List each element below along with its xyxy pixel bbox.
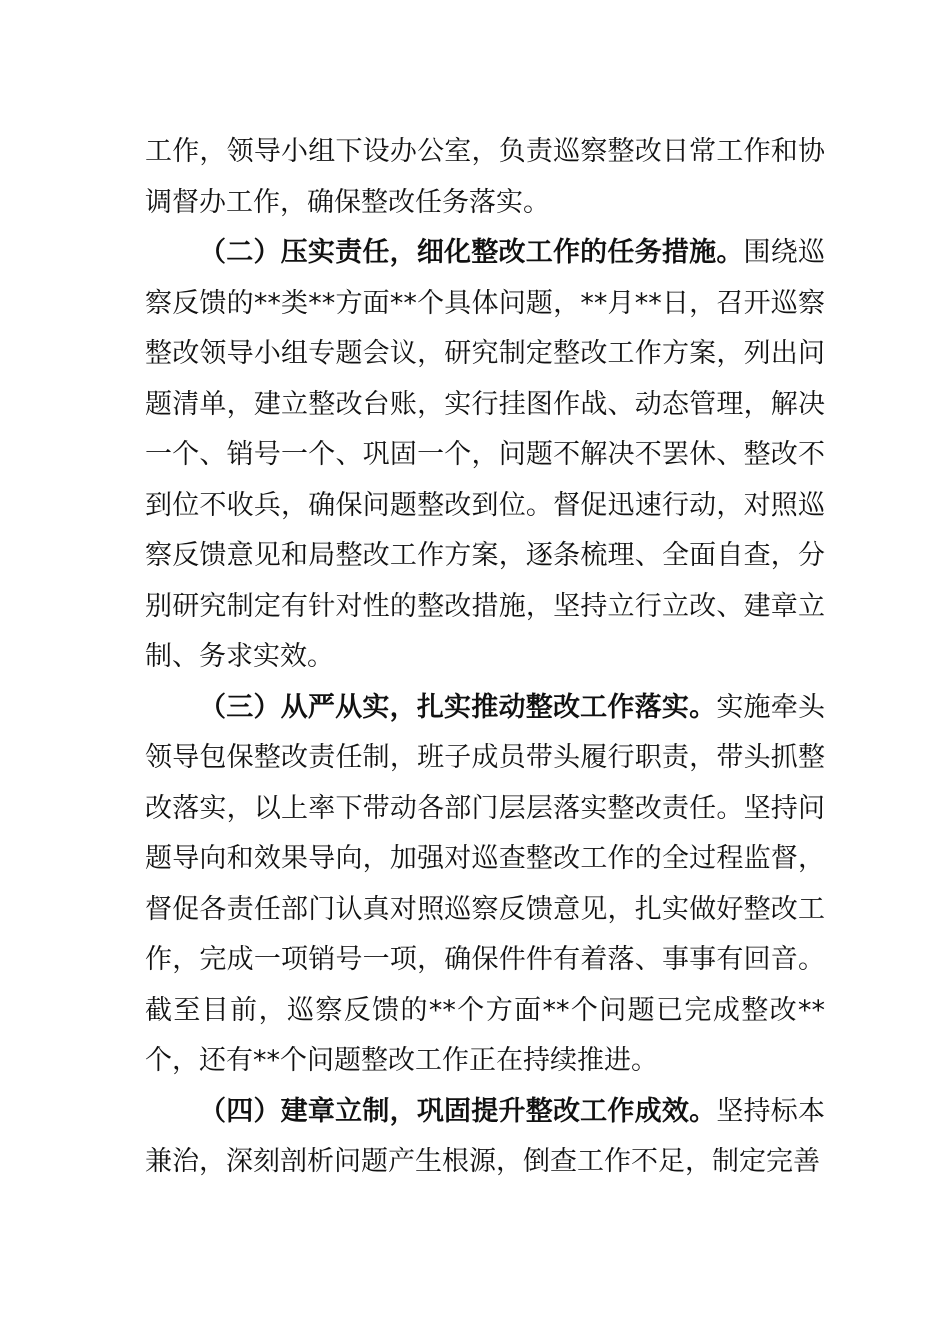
section-heading: （二）压实责任，细化整改工作的任务措施。 (199, 237, 744, 268)
section-heading: （四）建章立制，巩固提升整改工作成效。 (199, 1095, 717, 1127)
paragraph-body: 实施牵头领导包保整改责任制，班子成员带头履行职责，带头抓整改落实，以上率下带动各部门层层落实整改责任。坚持问题导向和效果导向，加强对巡查整改工作的全过程监督，督促各责任部门认真对照巡察反馈意见，扎实做好整改工作，完成一项销号一项，确保件件有着落、事事有回音。截至目前，巡察反馈的**个方面**个问题已完成整改**个，还有**个问题整改工作正在持续推进。 (145, 691, 826, 1076)
document-body (145, 127, 825, 1188)
paragraph-section-3 (145, 683, 825, 1087)
section-heading: （三）从严从实，扎实推动整改工作落实。 (199, 691, 717, 723)
paragraph-body: 工作，领导小组下设办公室，负责巡察整改日常工作和协调督办工作，确保整改任务落实。 (145, 136, 825, 218)
paragraph-section-2 (145, 228, 825, 683)
paragraph-body: 围绕巡察反馈的**类**方面**个具体问题，**月**日，召开巡察整改领导小组专题会议，研究制定整改工作方案，列出问题清单，建立整改台账，实行挂图作战、动态管理，解决一个、销号一个、巩固一个，问题不解决不罢休、整改不到位不收兵，确保问题整改到位。督促迅速行动，对照巡察反馈意见和局整改工作方案，逐条梳理、全面自查，分别研究制定有针对性的整改措施，坚持立行立改、建章立制、务求实效。 (145, 237, 826, 672)
paragraph-continuation (145, 127, 825, 228)
paragraph-section-4 (145, 1087, 825, 1188)
paragraph-body: 坚持标本兼治，深刻剖析问题产生根源，倒查工作不足，制定完善 (145, 1095, 826, 1177)
